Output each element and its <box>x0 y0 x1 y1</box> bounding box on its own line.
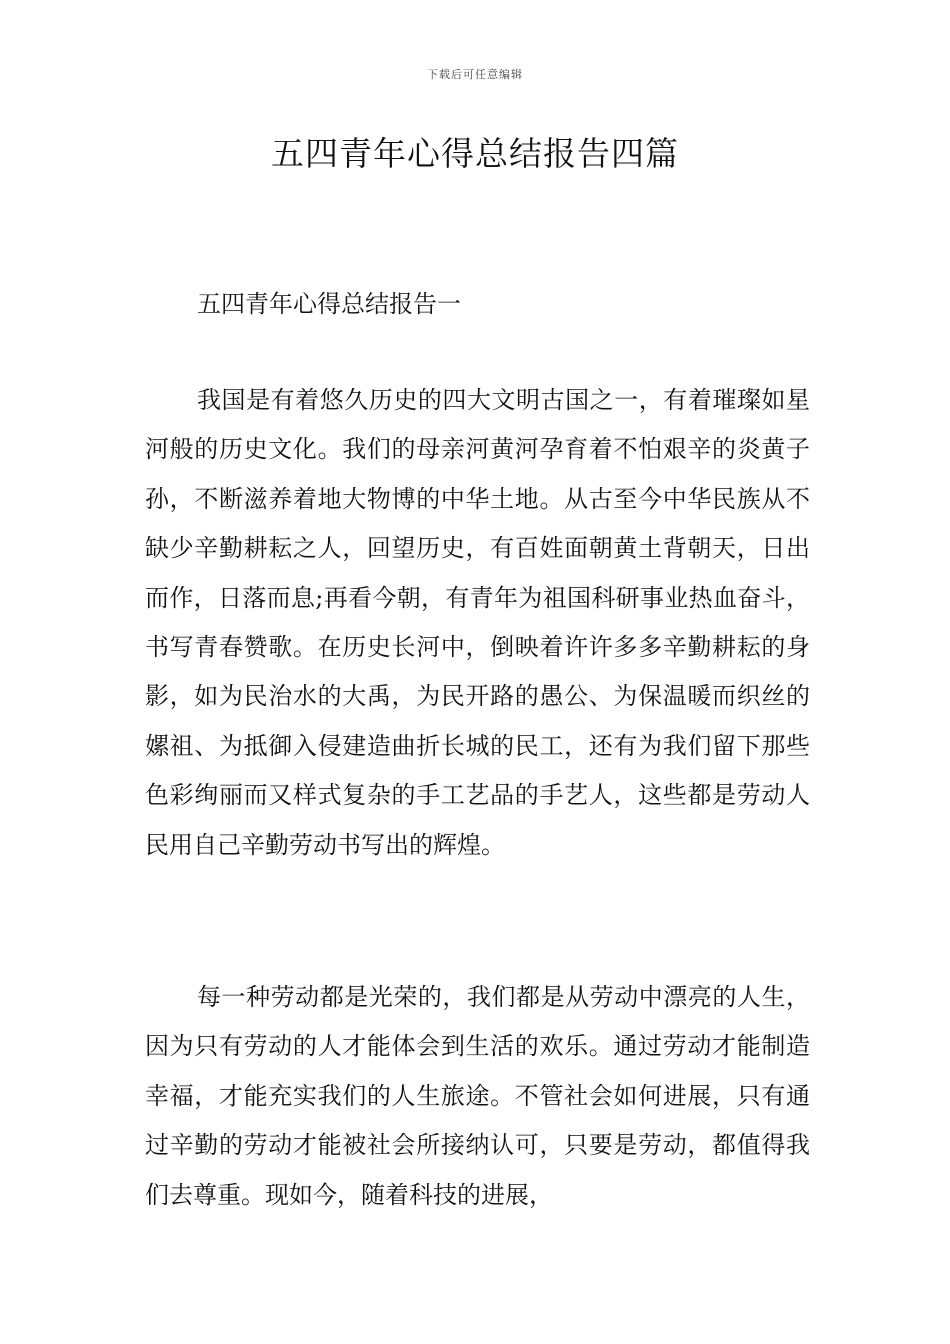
paragraph-1: 我国是有着悠久历史的四大文明古国之一，有着璀璨如星河般的历史文化。我们的母亲河黄河孕育着不怕艰辛的炎黄子孙，不断滋养着地大物博的中华土地。从古至今中华民族从不缺少辛勤耕耘之人，回望历史，有百姓面朝黄土背朝天，日出而作，日落而息;再看今朝，有青年为祖国科研事业热血奋斗，书写青春赞歌。在历史长河中，倒映着许许多多辛勤耕耘的身影，如为民治水的大禹，为民开路的愚公、为保温暖而织丝的嫘祖、为抵御入侵建造曲折长城的民工，还有为我们留下那些色彩绚丽而又样式复杂的手工艺品的手艺人，这些都是劳动人民用自己辛勤劳动书写出的辉煌。 <box>145 386 810 859</box>
header-note: 下载后可任意编辑 <box>427 68 523 81</box>
paragraph-2: 每一种劳动都是光荣的，我们都是从劳动中漂亮的人生，因为只有劳动的人才能体会到生活的欢乐。通过劳动才能制造幸福，才能充实我们的人生旅途。不管社会如何进展，只有通过辛勤的劳动才能被社会所接纳认可，只要是劳动，都值得我们去尊重。现如今，随着科技的进展， <box>145 983 810 1209</box>
section-title: 五四青年心得总结报告一 <box>197 290 461 318</box>
document-title: 五四青年心得总结报告四篇 <box>271 134 679 173</box>
